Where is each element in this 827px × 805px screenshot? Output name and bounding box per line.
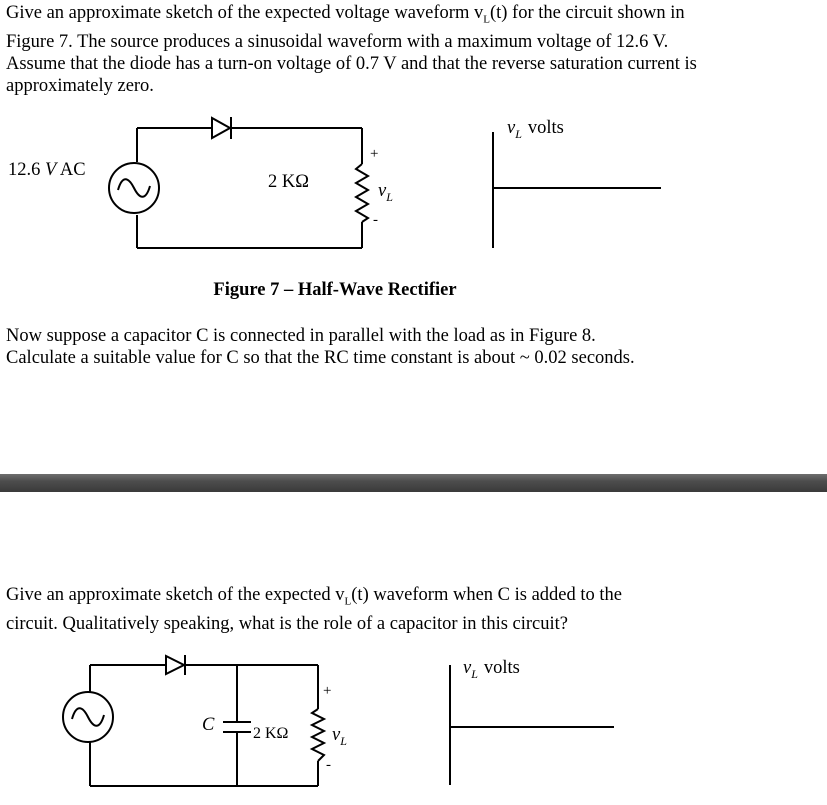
diode-icon xyxy=(166,655,185,675)
question-3-line-1: Give an approximate sketch of the expected $v_L(t)$ waveform when C is added to the xyxy=(6,585,623,608)
question-2-line-1: Now suppose a capacitor C is connected in parallel with the load as in Figure 8. xyxy=(6,326,596,346)
question-3-text xyxy=(6,584,806,635)
question-1-line-1: Give an approximate sketch of the expected voltage waveform $v_L(t)$ for the circuit shown in xyxy=(6,3,685,26)
resistor-icon xyxy=(356,164,368,222)
plus-sign: + xyxy=(370,146,379,162)
plot-axis-label: $v_L$ volts xyxy=(507,118,564,141)
diode-icon xyxy=(212,117,231,139)
figure-7-caption: Figure 7 – Half-Wave Rectifier xyxy=(213,280,457,300)
output-voltage-label: $v_L$ xyxy=(332,725,347,748)
question-3-line-2: circuit. Qualitatively speaking, what is the role of a capacitor in this circuit? xyxy=(6,613,569,634)
minus-sign: - xyxy=(326,757,331,773)
question-1-text xyxy=(6,2,806,97)
question-1-line-2: Figure 7. The source produces a sinusoidal waveform with a maximum voltage of 12.6 V. xyxy=(6,31,669,52)
resistor-icon xyxy=(312,709,324,761)
question-2-line-2: Calculate a suitable value for C so that the RC time constant is about ~ 0.02 seconds. xyxy=(6,348,635,368)
minus-sign: - xyxy=(373,212,378,228)
figure-8-circuit xyxy=(0,645,680,805)
source-label: 12.6 V AC xyxy=(8,160,86,180)
capacitor-label: C xyxy=(202,715,215,735)
figure-7-circuit xyxy=(0,100,680,270)
ac-source-icon xyxy=(109,163,159,213)
question-2-text xyxy=(6,325,806,369)
output-voltage-label: $v_L$ xyxy=(378,181,393,204)
capacitor-icon xyxy=(223,722,251,732)
section-divider xyxy=(0,474,827,492)
plot-axes xyxy=(450,665,614,785)
question-1-line-3: Assume that the diode has a turn-on voltage of 0.7 V and that the reverse saturation current is xyxy=(6,53,697,74)
resistor-label: 2 KΩ xyxy=(268,172,309,192)
plus-sign: + xyxy=(323,683,332,699)
ac-source-icon xyxy=(63,692,113,742)
plot-axes xyxy=(493,132,661,248)
resistor-label: 2 KΩ xyxy=(253,725,289,742)
plot-axis-label: $v_L$ volts xyxy=(463,658,520,681)
question-1-line-4: approximately zero. xyxy=(6,75,154,96)
